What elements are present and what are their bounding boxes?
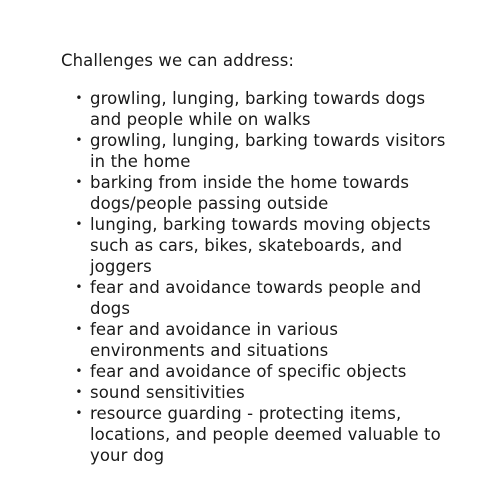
bullet-icon: • — [75, 406, 83, 420]
bullet-icon: • — [75, 322, 83, 336]
list-item — [75, 214, 450, 277]
list-item-text: lunging, barking towards moving objects such as cars, bikes, skateboards, and joggers — [90, 215, 431, 276]
list-item — [75, 277, 450, 319]
list-item-text: fear and avoidance of specific objects — [90, 362, 407, 381]
list-item — [75, 403, 450, 466]
list-item-text: growling, lunging, barking towards visitors in the home — [90, 131, 446, 171]
challenges-list — [75, 88, 450, 466]
list-item — [75, 130, 450, 172]
list-item-text: growling, lunging, barking towards dogs and people while on walks — [90, 89, 426, 129]
section-heading: Challenges we can address: — [61, 51, 295, 70]
list-item-text: fear and avoidance in various environments and situations — [90, 320, 339, 360]
bullet-icon: • — [75, 217, 83, 231]
list-item — [75, 319, 450, 361]
bullet-icon: • — [75, 133, 83, 147]
list-item-text: fear and avoidance towards people and dogs — [90, 278, 422, 318]
bullet-icon: • — [75, 91, 83, 105]
list-item — [75, 361, 450, 382]
bullet-icon: • — [75, 364, 83, 378]
bullet-icon: • — [75, 175, 83, 189]
list-item-text: sound sensitivities — [90, 383, 245, 402]
bullet-icon: • — [75, 385, 83, 399]
list-item — [75, 382, 450, 403]
bullet-icon: • — [75, 280, 83, 294]
list-item — [75, 172, 450, 214]
list-item — [75, 88, 450, 130]
list-item-text: barking from inside the home towards dogs/people passing outside — [90, 173, 410, 213]
list-item-text: resource guarding - protecting items, locations, and people deemed valuable to your dog — [90, 404, 441, 465]
